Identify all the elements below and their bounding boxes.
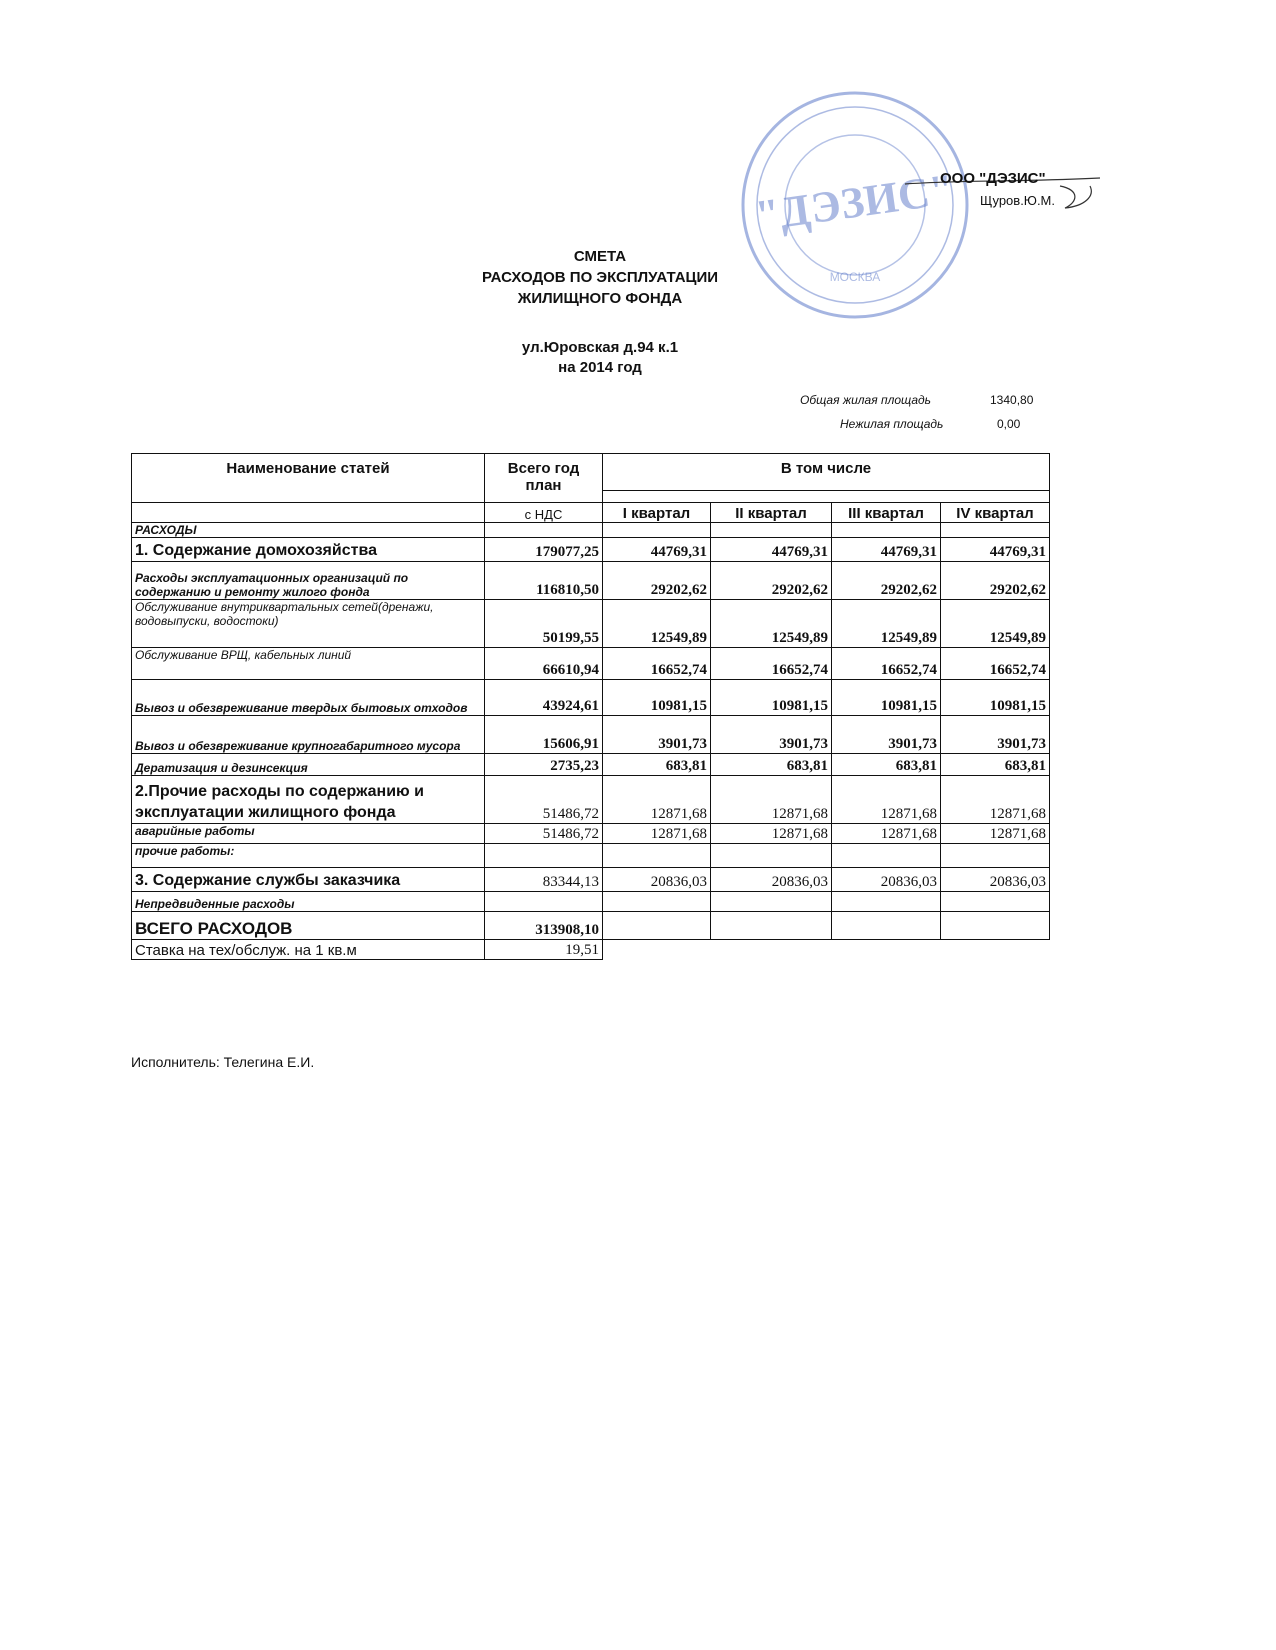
table-row: 2.Прочие расходы по содержанию и эксплуатации жилищного фонда 51486,72 12871,68 12871,68 12871,68 12871,68 bbox=[132, 776, 1050, 824]
document-title: СМЕТА РАСХОДОВ ПО ЭКСПЛУАТАЦИИ ЖИЛИЩНОГО ФОНДА bbox=[481, 248, 719, 307]
expenses-label: РАСХОДЫ bbox=[132, 523, 485, 538]
table-row: Обслуживание ВРЩ, кабельных линий 66610,94 16652,74 16652,74 16652,74 16652,74 bbox=[132, 648, 1050, 680]
header-total: Всего год план bbox=[485, 454, 603, 503]
table-row: Дератизация и дезинсекция 2735,23 683,81 683,81 683,81 683,81 bbox=[132, 754, 1050, 776]
nonliving-area-label: Нежилая площадь bbox=[840, 417, 944, 431]
table-row: Непредвиденные расходы bbox=[132, 892, 1050, 912]
address-year: на 2014 год bbox=[558, 359, 642, 376]
table-row: Обслуживание внутриквартальных сетей(дренажи, водовыпуски, водостоки) 50199,55 12549,89 12549,89 12549,89 12549,89 bbox=[132, 600, 1050, 648]
table-row: Расходы эксплуатационных организаций по содержанию и ремонту жилого фонда 116810,50 29202,62 29202,62 29202,62 29202,62 bbox=[132, 562, 1050, 600]
table-row-total: ВСЕГО РАСХОДОВ 313908,10 bbox=[132, 912, 1050, 940]
table-row: Вывоз и обезвреживание крупногабаритного мусора 15606,91 3901,73 3901,73 3901,73 3901,73 bbox=[132, 716, 1050, 754]
table-row: Вывоз и обезвреживание твердых бытовых отходов 43924,61 10981,15 10981,15 10981,15 10981,15 bbox=[132, 680, 1050, 716]
svg-text:"ДЭЗИС": "ДЭЗИС" bbox=[752, 164, 958, 241]
budget-table bbox=[131, 453, 1050, 960]
table-row: 3. Содержание службы заказчика 83344,13 20836,03 20836,03 20836,03 20836,03 bbox=[132, 868, 1050, 892]
address-block bbox=[430, 338, 770, 378]
table-row: 1. Содержание домохозяйства 179077,25 44769,31 44769,31 44769,31 44769,31 bbox=[132, 538, 1050, 562]
header-q2: II квартал bbox=[711, 503, 832, 523]
header-q3: III квартал bbox=[832, 503, 941, 523]
signer-name: Щуров.Ю.М. bbox=[980, 193, 1055, 208]
header-including: В том числе bbox=[603, 454, 1050, 491]
header-spacer bbox=[603, 491, 1050, 503]
table-row-rate: Ставка на тех/обслуж. на 1 кв.м 19,51 bbox=[132, 940, 1050, 960]
address-street: ул.Юровская д.94 к.1 bbox=[521, 339, 679, 356]
living-area-value: 1340,80 bbox=[990, 393, 1034, 407]
table-row: аварийные работы 51486,72 12871,68 12871,68 12871,68 12871,68 bbox=[132, 824, 1050, 844]
svg-text:МОСКВА: МОСКВА bbox=[829, 270, 881, 284]
header-q4: IV квартал bbox=[941, 503, 1050, 523]
executor: Исполнитель: Телегина Е.И. bbox=[131, 1054, 315, 1070]
header-name-cont bbox=[132, 503, 485, 523]
organization-name: ООО "ДЭЗИС" bbox=[940, 170, 1046, 187]
living-area-label: Общая жилая площадь bbox=[800, 393, 931, 407]
header-q1: I квартал bbox=[603, 503, 711, 523]
table-row: прочие работы: bbox=[132, 844, 1050, 868]
header-vat: с НДС bbox=[485, 503, 603, 523]
nonliving-area-value: 0,00 bbox=[997, 417, 1021, 431]
header-name: Наименование статей bbox=[132, 454, 485, 503]
